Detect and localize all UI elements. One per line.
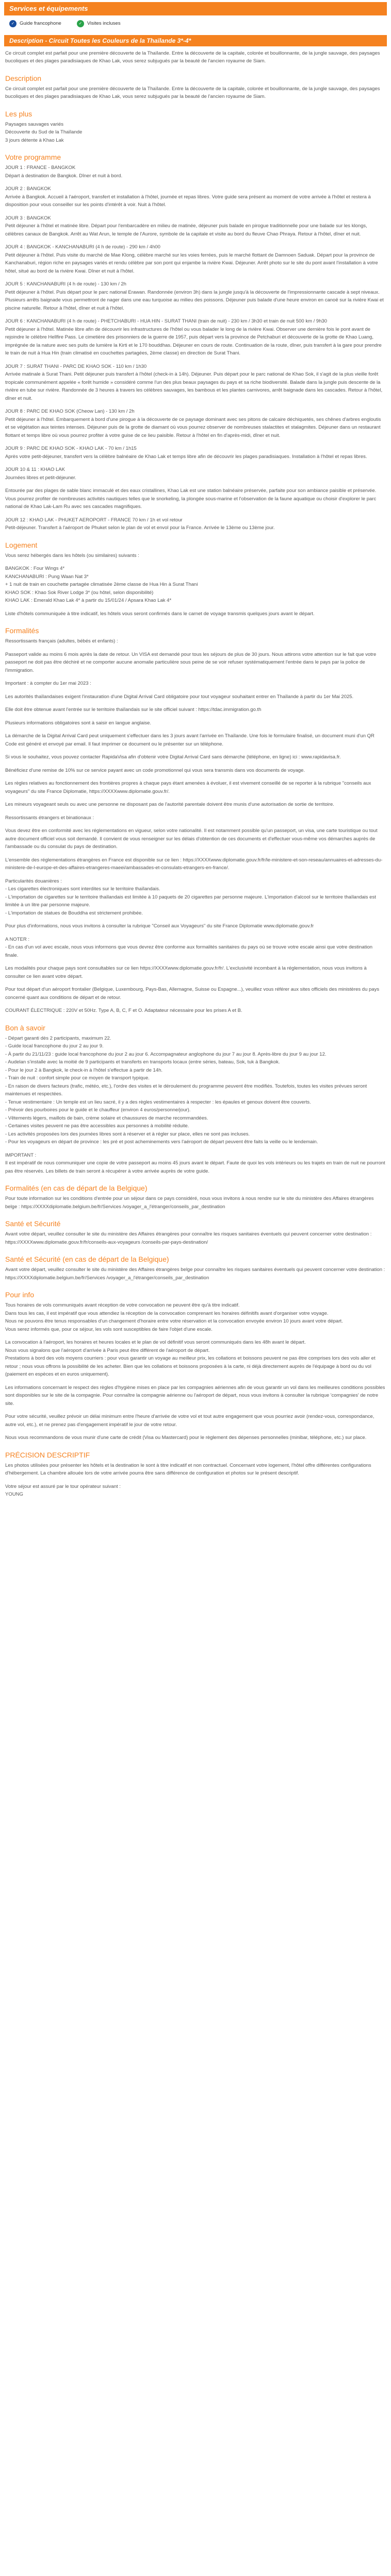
visit-icon: ✓ (77, 20, 84, 27)
description-text: Ce circuit complet est parfait pour une première découverte de la Thaïlande. Entre la découverte de la capitale, colorée et bouillonnante, de la jungle sauvage, des paysages bucoliques et des plages paradisiaques de Khao Lak, vous serez subjugués par la beauté de l'ancien royaume de Siam. (5, 86, 380, 99)
badge-guide-label: Guide francophone (20, 21, 61, 26)
programme-days (5, 164, 386, 532)
formalites-paragraph: Passeport valide au moins 6 mois après la date de retour. Un VISA est demandé pour tous les séjours de plus de 30 jours. Nous attirons votre attention sur le fait que votre passeport ne doit pas être déchiré et ne comporter aucune anomalie particulière sous peine de se voir refuser systématiquement l'entrée dans le pays par la police de l'immigration. (5, 651, 377, 673)
day-text: Petit déjeuner à l'hôtel. Embarquement à bord d'une pirogue à la découverte de ce paysage dominant avec ses pitons de calcaire déchiquetés, ses chênes d'arbres engloutis et se végétation aux teintes intenses. Déjeuner puis de la grotte de diamant où vous pourrez observer de nombreuses stalactites et stalagmites. Déjeuner dans un restaurant flottant et temps libre où vous pourrez profiter à votre guise de ce lieu paisible. Retour à l'hôtel en fin d'après-midi, dîner et nuit. (5, 416, 381, 438)
day-text: Petit-déjeuner. Transfert à l'aéroport de Phuket selon le plan de vol et envol pour la France. Arrivée le 13ème ou 13ème jour. (5, 525, 275, 531)
logement-intro: Vous serez hébergés dans les hôtels (ou similaires) suivants : (5, 552, 139, 558)
day-12 (5, 516, 386, 532)
formalites-block (5, 637, 386, 1015)
logement-heading: Logement (5, 540, 38, 549)
operator-label: Votre séjour est assuré par le tour opérateur suivant : (5, 1483, 121, 1489)
vol-paragraph: Les informations concernant le respect des règles d'hygiène mises en place par les compagnies aériennes afin de vous garantir un vol dans les meilleures conditions possibles sont disponibles sur le site de la compagnie. Pour connaître la compagnie aérienne ou l'aéroport de départ, nous vous invitons à consulter la rubrique 'compagnies' de notre site. (5, 1384, 385, 1406)
day-text: Journées libres et petit-déjeuner. (5, 474, 76, 481)
day-title: JOUR 6 : KANCHANABURI (4 h de route) - PHETCHABURI - HUA HIN - SURAT THANI (train de nuit) - 230 km / 3h30 et train de nuit 500 km / 9h30 (5, 318, 328, 324)
formalites-paragraph: Bénéficiez d'une remise de 10% sur ce service payant avec un code promotionnel qui vous sera transmis dans vos documents de voyage. (5, 767, 305, 773)
day-2 (5, 185, 386, 209)
formalites-paragraph: Les modalités pour chaque pays sont consultables sur ce lien https://XXXXwww.diplomatie.gouv.fr/fr/. L'exclusivité incombant à la réglementation, nous vous invitons à consulter ce lien avant votre départ. (5, 965, 367, 979)
formalites-paragraph: COURANT ÉLECTRIQUE : 220V et 50Hz. Type A, B, C, F et O. Adaptateur nécessaire pour les prises A et B. (5, 1008, 242, 1013)
bon-savoir-item: - Audelan s'installe avec la moitié de 9 participants et transferts en transports locaux (entre séries, bateau, Sok, tuk à Bangkok. (5, 1059, 280, 1065)
vol-paragraph: La convocation à l'aéroport, les horaires et heures locales et le plan de vol définitif vous seront communiqués dans les 48h avant le départ. (5, 1340, 306, 1345)
logement-list (5, 565, 386, 605)
vol-paragraph: Nous vous recommandons de vous munir d'une carte de crédit (Visa ou Mastercard) pour le règlement des dépenses personnelles (minibar, téléphone, etc.) sur place. (5, 1435, 367, 1440)
vol-heading: Pour info (5, 1291, 35, 1299)
logement-item: KANCHANABURI : Pung Waan Nat 3* (5, 573, 89, 580)
vol-block (5, 1301, 386, 1442)
bon-savoir-item: - Départ garanti dès 2 participants, maximum 22. (5, 1035, 111, 1041)
vol-paragraph: Tous horaires de vols communiqués avant réception de votre convocation ne peuvent être qu'à titre indicatif. (5, 1302, 240, 1308)
formalites-paragraph: Les autorités thaïlandaises exigent l'instauration d'une Digital Arrival Card obligatoire pour tout voyageur souhaitant entrer en Thaïlande à partir du 1er Mai 2025. (5, 693, 354, 700)
customs-item: - L'importation de cigarettes sur le territoire thaïlandais est limitée à 10 paquets de 20 cigarettes par personne majeure. L'importation d'alcool sur le territoire thaïlandais est limitée à un litre par personne majeure. (5, 894, 376, 908)
vol-paragraph: Dans tous les cas, il est impératif que vous attendiez la réception de la convocation comprenant les horaires définitifs avant d'organiser votre voyage. (5, 1310, 329, 1316)
vol-paragraph: Nous ne pouvons être tenus responsables d'un changement d'horaire entre votre réservation et la convocation envoyée environ 10 jours avant votre départ. (5, 1318, 343, 1324)
badge-guide (9, 20, 61, 28)
bon-savoir-item: - À partir du 21/11/23 : guide local francophone du jour 2 au jour 6. Accompagnateur anglophone du jour 7 au jour 8. Après-libre du jour 9 au jour 12. (5, 1051, 327, 1057)
plus-item: 3 jours détente à Khao Lak (5, 137, 64, 143)
formalites-paragraph: Si vous le souhaitez, vous pouvez contacter RapidaVisa afin d'obtenir votre Digital Arrival Card sans démarche (téléphone, en ligne) ici : www.rapidavisa.fr. (5, 754, 341, 760)
day-title: JOUR 9 : PARC DE KHAO SOK - KHAO LAK - 70 km / 1h15 (5, 446, 137, 451)
day-title: JOUR 1 : FRANCE - BANGKOK (5, 165, 76, 171)
formalites-paragraph: Pour plus d'informations, nous vous invitons à consulter la rubrique "Conseil aux Voyageurs" du site France Diplomatie www.diplomatie.gouv.fr (5, 923, 314, 929)
sante-text: Avant votre départ, veuillez consulter le site du ministère des Affaires étrangères pour connaître les risques sanitaires éventuels qui peuvent concerner votre destination : https://XXXXwww.diplomatie.gouv.fr/fr/conseils-aux-voyageurs /conseils-par-pays-destination/ (5, 1231, 372, 1245)
bon-savoir-item: - Guide local francophone du jour 2 au jour 9. (5, 1043, 104, 1049)
vol-paragraph: Vous serez informés que, pour ce séjour, les vols sont susceptibles de faire l'objet d'une escale. (5, 1326, 213, 1332)
day-3 (5, 214, 386, 239)
day-text: Entourée par des plages de sable blanc immaculé et des eaux cristallines, Khao Lak est une station balnéaire préservée, parfaite pour son ambiance paisible et préservée. Vous pourrez profiter de nombreuses activités nautiques telles que le snorkeling, la plongée sous-marine et l'observation de la faune aquatique ou choisir d'explorer le parc national de Khao Lak-Lam Ru avec ses cascades magnifiques. (5, 488, 377, 510)
formalites-paragraph: Ressortissants français (adultes, bébés et enfants) : (5, 638, 118, 644)
day-text: Petit déjeuner à l'hôtel. Puis visite du marché de Mae Klong, célèbre marché sur les voies ferrées, puis le marché flottant de Damnoen Saduak. Départ pour la province de Kanchanaburi, région riche en paysages variés et rendu célèbre par son pont qui enjambe la rivière Kwai. Déjeuner. Arrêt photo sur le site du pont avant l'installation à votre hôtel, situé au bord de la rivière Kwai. Dîner et nuit à l'hôtel. (5, 252, 378, 274)
day-title: JOUR 2 : BANGKOK (5, 186, 51, 192)
formalites-paragraph: Pour tout départ d'un aéroport frontalier (Belgique, Luxembourg, Pays-Bas, Allemagne, Suisse ou Espagne...), veuillez vous référer aux sites officiels des ministères du pays concerné quant aux conditions de départ et de retour. (5, 987, 380, 1001)
day-title: JOUR 4 : BANGKOK - KANCHANABURI (4 h de route) - 290 km / 4h00 (5, 244, 160, 250)
plus-item: Paysages sauvages variés (5, 121, 64, 127)
formalites-paragraph: - En cas d'un vol avec escale, nous vous informons que vous devrez être conforme aux formalités sanitaires du pays où se trouve votre escale ainsi que votre destination finale. (5, 944, 373, 958)
logement-item: KHAO LAK : Emerald Khao Lak 4* à partir du 15/01/24 / Apsara Khao Lak 4* (5, 598, 172, 603)
day-title: JOUR 7 : SURAT THANI - PARC DE KHAO SOK - 110 km / 1h30 (5, 363, 147, 369)
formalites-paragraph: Elle doit être obtenue avant l'entrée sur le territoire thaïlandais sur le site officiel suivant : https://tdac.immigration.go.th (5, 707, 262, 713)
bon-savoir-item: - En raison de divers facteurs (trafic, météo, etc.), l'ordre des visites et le déroulement du programme peuvent être modifiés. Toutefois, toutes les visites prévues seront maintenues et respectées. (5, 1083, 367, 1097)
bon-savoir-heading: Bon à savoir (5, 1023, 45, 1032)
formalites-paragraph: Les règles relatives au fonctionnement des frontières propres à chaque pays étant amenées à évoluer, il est vivement conseillé de se reporter à la rubrique "conseils aux voyageurs" du site France Diplomatie, https://XXXXwww.diplomatie.gouv.fr/. (5, 781, 371, 794)
formalites-be-heading: Formalités (en cas de départ de la Belgique) (5, 1184, 148, 1192)
day-text: Petit déjeuner à l'hôtel. Matinée libre afin de découvrir les infrastructures de l'hôtel ou vous balader le long de la rivière Kwai. Observer une dernière fois le pont avant de rejoindre le célèbre Hellfire Pass. Le cimetière des prisonniers de la guerre de 1957, puis départ vers la province de Petchaburi et découverte de la grotte de Khao Luang, imprégnée de la nature avec ses puits de lumière la Kirti et le 170 bouddhas. Déjeuner en cours de route. Continuation de la route, dîner, puis transfert à la gare pour prendre le train de nuit à Hua Hin (train climatisé en couchettes partagées, 2ème classe) en direction de Surat Thani. (5, 326, 382, 356)
logement-item: KHAO SOK : Khao Sok River Lodge 3* (ou hôtel, selon disponibilité) (5, 589, 154, 596)
day-7 (5, 363, 386, 403)
day-text: Arrivée matinale à Surat Thani. Petit déjeuner puis transfert à l'hôtel (check-in à 14h). Déjeuner. Puis départ pour le parc national de Khao Sok, il s'agit de la plus vieille forêt tropicale communément appelée « forêt humide » considéré comme l'un des plus beaux paysages du pays et sa riche biodiversité. Balade dans la jungle puis descente de la rivière en tube sur rivière. Randonnée de 3 heures à travers les célèbres sauvages, les bambous et les plantes carnivores, arrêt baignade dans les cascades. Retour à l'hôtel, dîner et nuit. (5, 371, 383, 401)
day-text: Petit déjeuner à l'hôtel et matinée libre. Départ pour l'embarcadère en milieu de matinée, déjeuner puis balade en pirogue traditionnelle pour une balade sur les klongs, célèbres canaux de Bangkok. Arrêt au Wat Arun, le temple de l'Aurore, symbole de la capitale et visite au bord du fleuve Chao Phraya. Retour à l'hôtel, dîner et nuit. (5, 223, 367, 237)
day-9 (5, 445, 386, 461)
bon-savoir-list (5, 1035, 386, 1146)
customs-item: - L'importation de statues de Bouddha est strictement prohibée. (5, 910, 143, 916)
day-4 (5, 243, 386, 275)
services-banner-title: Services et équipements (9, 5, 88, 12)
day-title: JOUR 10 & 11 : KHAO LAK (5, 467, 65, 472)
day-text: Petit déjeuner à l'hôtel. Puis départ pour le parc national Erawan. Randonnée (environ 3h) dans la jungle jusqu'à la découverte de l'impressionnante cascade à sept niveaux. Plusieurs arrêts baignade vous permettront de nager dans une eau turquoise au milieu des poissons. Déjeuner puis balade d'une heure environ en canoë sur la rivière Kwai et piscine naturelle. Retour à l'hôtel, dîner et nuit à l'hôtel. (5, 289, 384, 311)
formalites-paragraph: Particularités douanières : (5, 878, 62, 884)
sante-be-heading: Santé et Sécurité (en cas de départ de la Belgique) (5, 1255, 169, 1263)
bon-savoir-item: - Train de nuit : confort simple pour ce moyen de transport typique. (5, 1075, 150, 1081)
operator-code: YOUNG (5, 1492, 23, 1497)
day-6 (5, 317, 386, 358)
intro-text: Ce circuit complet est parfait pour une première découverte de la Thaïlande. Entre la découverte de la capitale, colorée et bouillonnante, de la jungle sauvage, des paysages bucoliques et des plages paradisiaques de Khao Lak, vous serez subjugués par la beauté de l'ancien royaume de Siam. (5, 50, 380, 64)
content (4, 49, 387, 1499)
sante-heading: Santé et Sécurité (5, 1219, 61, 1228)
sante-be-text: Avant votre départ, veuillez consulter le site du ministère des Affaires étrangères belge pour connaître les risques sanitaires éventuels qui peuvent concerner votre destination : https://XXXXdiplomatie.belgium.be/fr/Services /voyager_a_l'étranger/conseils_par_destination (5, 1267, 385, 1281)
bon-savoir-item: - Les activités proposées lors des journées libres sont à réserver et à régler sur place, elles ne sont pas incluses. (5, 1131, 250, 1137)
formalites-paragraph: Les mineurs voyageant seuls ou avec une personne ne disposant pas de l'autorité parentale doivent être munis d'une autorisation de sortie de territoire. (5, 802, 334, 807)
services-banner (4, 2, 387, 15)
important-text: Il est impératif de nous communiquer une copie de votre passeport au moins 45 jours avant le départ. Faute de quoi les vols intérieurs ou les trajets en train de nuit ne pourront pas être réservés. Les billets de train seront à récupérer à votre arrivée auprès de votre guide. (5, 1160, 385, 1174)
bon-savoir-item: - Prévoir des pourboires pour le guide et le chauffeur (environ 4 euros/personne/jour). (5, 1107, 191, 1113)
formalites-paragraph: Plusieurs informations obligatoires sont à saisir en langue anglaise. (5, 720, 152, 726)
day-text: Après votre petit-déjeuner, transfert vers la célèbre balnéaire de Khao Lak et temps libre afin de découvrir les plages paradisiaques. Installation à l'hôtel et repas libres. (5, 453, 367, 460)
badge-visits (77, 20, 121, 28)
vol-paragraph: Nous vous signalons que l'aéroport d'arrivée à Paris peut être différent de l'aéroport de départ. (5, 1347, 210, 1353)
formalites-paragraph: Ressortissants étrangers et binationaux : (5, 815, 94, 821)
plus-item: Découverte du Sud de la Thaïlande (5, 129, 83, 135)
description-banner (4, 35, 387, 46)
day-10-extra (5, 487, 386, 511)
page (0, 2, 391, 1499)
bon-savoir-item: - Tenue vestimentaire : Un temple est un lieu sacré, il y a des règles vestimentaires à respecter : les épaules et genoux doivent être couverts. (5, 1099, 311, 1105)
day-text: Départ à destination de Bangkok. Dîner et nuit à bord. (5, 173, 123, 179)
plus-list (5, 121, 386, 145)
precision-text: Les photos utilisées pour présenter les hôtels et la destination le sont à titre indicatif et non contractuel. Concernant votre logement, l'hôtel offre différentes configurations d'hébergement. La chambre allouée lors de votre arrivée pourra être sans différence de configuration et photos sur le présent descriptif. (5, 1462, 371, 1476)
description-banner-title: Description - Circuit Toutes les Couleurs de la Thaïlande 3*-4* (9, 37, 191, 44)
badge-visits-label: Visites incluses (87, 21, 121, 26)
vol-paragraph: Prestations à bord des vols moyens courriers : pour vous garantir un voyage au meilleur prix, les collations et boissons peuvent ne pas être comprises lors des vols aller et retour ; nous vous offrons la possibilité de les acheter. Bien que les collations et boissons proposées à la carte, ni déjà directement auprès de l'équipage à bord ou du vol (paiement en espèces et en euros uniquement). (5, 1355, 376, 1377)
plus-heading: Les plus (5, 109, 32, 118)
day-8 (5, 408, 386, 439)
logement-item: BANGKOK : Four Wings 4* (5, 566, 65, 571)
day-title: JOUR 8 : PARC DE KHAO SOK (Cheow Lan) - 130 km / 2h (5, 409, 135, 414)
formalites-paragraph: L'ensemble des réglementations étrangères en France est disponible sur ce lien : https://XXXXwww.diplomatie.gouv.fr/fr/le-ministere-et-son-reseau/annuaires-et-adresses-du-ministere-de-l-europe-et-des-affaires-etrangeres-maeei/ambassades-et-consulats-etrangers-en-france/. (5, 857, 383, 871)
formalites-paragraph: La démarche de la Digital Arrival Card peut uniquement s'effectuer dans les 3 jours avant l'arrivée en Thaïlande. Une fois le formulaire finalisé, un document muni d'un QR Code est généré et envoyé par email. Il faut imprimer ce document ou le présenter sur un téléphone. (5, 733, 374, 747)
precision-heading: PRÉCISION DESCRIPTIF (5, 1450, 90, 1459)
important-label: IMPORTANT : (5, 1152, 37, 1158)
description-heading: Description (5, 74, 42, 82)
formalites-paragraph: Important : à compter du 1er mai 2023 : (5, 681, 91, 686)
day-title: JOUR 5 : KANCHANABURI (4 h de route) - 130 km / 2h (5, 281, 126, 287)
vol-paragraph: Pour votre sécurité, veuillez prévoir un délai minimum entre l'heure d'arrivée de votre vol et tout autre engagement que vous pourriez avoir (rendez-vous, correspondance, autre vol, etc.), et ne prenez pas d'engagement impératif le jour de votre retour. (5, 1414, 374, 1428)
logement-item: + 1 nuit de train en couchette partagée climatisée 2ème classe de Hua Hin à Surat Thani (5, 582, 198, 587)
customs-item: - Les cigarettes électroniques sont interdites sur le territoire thaïlandais. (5, 886, 160, 892)
flag-icon: ✓ (9, 20, 17, 27)
bon-savoir-item: - Pour les voyageurs en départ de province : les pré et post acheminements vers l'aéroport de départ peuvent être faits la veille ou le lendemain. (5, 1139, 318, 1145)
day-5 (5, 280, 386, 312)
day-text: Arrivée à Bangkok. Accueil à l'aéroport, transfert et installation à l'hôtel, journée et repas libres. Votre guide sera présent au moment de votre arrivée à l'hôtel et restera à disposition pour vous conseiller sur les points d'intérêt à voir. Nuit à l'hôtel. (5, 194, 371, 208)
formalites-paragraph: A NOTER : (5, 936, 29, 942)
formalites-be-text: Pour toute information sur les conditions d'entrée pour un séjour dans ce pays considéré, nous vous invitons à nous rendre sur le site du ministère des Affaires étrangères belge : https://XXXXdiplomatie.belgium.be/fr/Services /voyager_a_l'étranger/conseils_par_destination (5, 1196, 374, 1210)
bon-savoir-item: - Certaines visites peuvent ne pas être accessibles aux personnes à mobilité réduite. (5, 1123, 189, 1129)
day-title: JOUR 12 : KHAO LAK - PHUKET AEROPORT - FRANCE 70 km / 1h et vol retour (5, 517, 183, 523)
day-1 (5, 164, 386, 180)
bon-savoir-item: - Pour le jour 2 à Bangkok, le check-in à l'hôtel s'effectue à partir de 14h. (5, 1067, 162, 1073)
day-10 (5, 466, 386, 482)
day-title: JOUR 3 : BANGKOK (5, 215, 51, 221)
logement-note: Liste d'hôtels communiquée à titre indicatif, les hôtels vous seront confirmés dans le carnet de voyage transmis quelques jours avant le départ. (5, 611, 315, 617)
bon-savoir-item: - Vêtements légers, maillots de bain, crème solaire et chaussures de marche recommandées. (5, 1115, 208, 1121)
formalites-heading: Formalités (5, 626, 39, 635)
formalites-paragraph: Vous devez être en conformité avec les réglementations en vigueur, selon votre nationalité. Il est notamment possible qu'un passeport, un visa, une carte touristique ou tout autre document officiel vous soit demandé. Il convient de vous renseigner sur les délais d'obtention de ces documents et d'effectuer vous-même vos démarches auprès de l'ambassade ou du consulat du pays de destination. (5, 828, 378, 850)
programme-heading: Votre programme (5, 153, 61, 161)
badges-row (4, 15, 387, 35)
customs-list (5, 885, 386, 917)
